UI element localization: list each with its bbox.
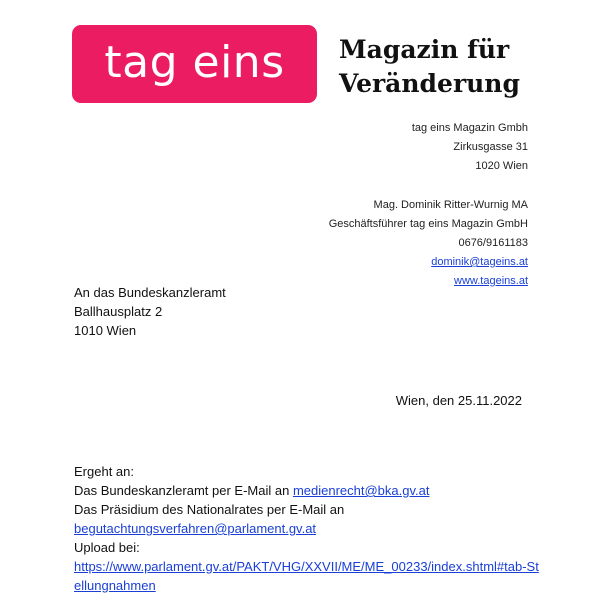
- sender-street: Zirkusgasse 31: [453, 141, 528, 153]
- sender-company: tag eins Magazin Gmbh: [411, 122, 528, 134]
- tag-eins-logo: [72, 25, 317, 103]
- recipient-line-1: An das Bundeskanzleramt: [74, 285, 226, 300]
- distribution-line-1-text: Das Bundeskanzleramt per E-Mail an: [74, 483, 293, 498]
- parlament-email-link[interactable]: begutachtungsverfahren@parlament.gv.at: [74, 521, 317, 536]
- upload-url-link-part-2[interactable]: ellungnahmen: [74, 578, 156, 593]
- recipient-line-3: 1010 Wien: [74, 323, 137, 338]
- sender-address-block: [268, 119, 528, 291]
- magazine-tagline: [339, 33, 579, 101]
- tagline-line-2: Veränderung: [339, 69, 520, 98]
- sender-contact-name: Mag. Dominik Ritter-Wurnig MA: [373, 199, 528, 211]
- distribution-line-1: [74, 481, 534, 500]
- tagline-line-1: Magazin für: [339, 35, 510, 64]
- sender-website-link[interactable]: www.tageins.at: [454, 275, 528, 287]
- sender-email-link[interactable]: dominik@tageins.at: [431, 256, 528, 268]
- sender-phone: 0676/9161183: [458, 237, 528, 249]
- distribution-line-2: Das Präsidium des Nationalrates per E-Mail an: [74, 502, 345, 517]
- letter-date: Wien, den 25.11.2022: [395, 393, 522, 408]
- sender-city: 1020 Wien: [475, 160, 528, 172]
- recipient-address-block: [74, 283, 226, 340]
- sender-spacer: [268, 176, 528, 196]
- logo-text: tag eins: [104, 37, 285, 88]
- distribution-block: [74, 462, 539, 595]
- recipient-line-2: Ballhausplatz 2: [74, 304, 163, 319]
- upload-label: Upload bei:: [74, 540, 140, 555]
- upload-url-link-part-1[interactable]: https://www.parlament.gv.at/PAKT/VHG/XXVII/ME/ME_00233/index.shtml#tab-St: [74, 559, 539, 574]
- bka-email-link[interactable]: medienrecht@bka.gv.at: [292, 483, 430, 498]
- sender-contact-role: Geschäftsführer tag eins Magazin GmbH: [328, 218, 528, 230]
- distribution-heading: Ergeht an:: [74, 464, 134, 479]
